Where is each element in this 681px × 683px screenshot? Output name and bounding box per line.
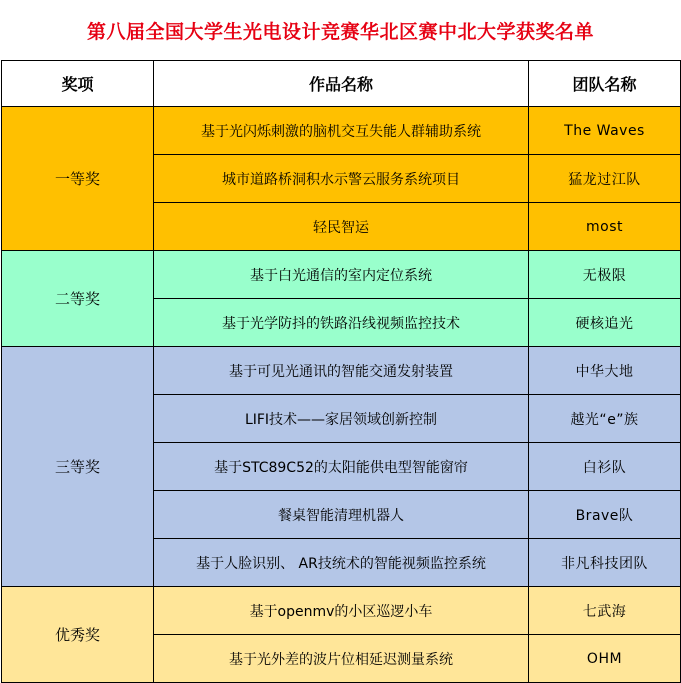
- team-name-cell: The Waves: [529, 107, 681, 155]
- team-name-cell: OHM: [529, 635, 681, 683]
- header-team: 团队名称: [529, 61, 681, 107]
- team-name-cell: 非凡科技团队: [529, 539, 681, 587]
- project-name-cell: 基于人脸识别、 AR技统术的智能视频监控系统: [154, 539, 529, 587]
- team-name-cell: Brave队: [529, 491, 681, 539]
- project-name-cell: 城市道路桥洞积水示警云服务系统项目: [154, 155, 529, 203]
- project-name-cell: 基于openmv的小区巡逻小车: [154, 587, 529, 635]
- team-name-cell: 七武海: [529, 587, 681, 635]
- table-row: [2, 251, 681, 299]
- project-name-cell: 餐桌智能清理机器人: [154, 491, 529, 539]
- team-name-cell: most: [529, 203, 681, 251]
- project-name-cell: 基于STC89C52的太阳能供电型智能窗帘: [154, 443, 529, 491]
- table-row: [2, 347, 681, 395]
- team-name-cell: 越光“e”族: [529, 395, 681, 443]
- header-award: 奖项: [2, 61, 154, 107]
- project-name-cell: 基于光外差的波片位相延迟测量系统: [154, 635, 529, 683]
- project-name-cell: 基于光闪烁刺激的脑机交互失能人群辅助系统: [154, 107, 529, 155]
- header-row: [2, 61, 681, 107]
- team-name-cell: 猛龙过江队: [529, 155, 681, 203]
- project-name-cell: 基于光学防抖的铁路沿线视频监控技术: [154, 299, 529, 347]
- award-cell: 二等奖: [2, 251, 154, 347]
- team-name-cell: 中华大地: [529, 347, 681, 395]
- award-table: [1, 60, 681, 683]
- project-name-cell: 轻民智运: [154, 203, 529, 251]
- award-cell: 优秀奖: [2, 587, 154, 683]
- table-row: [2, 107, 681, 155]
- team-name-cell: 无极限: [529, 251, 681, 299]
- header-project: 作品名称: [154, 61, 529, 107]
- award-cell: 三等奖: [2, 347, 154, 587]
- project-name-cell: 基于可见光通讯的智能交通发射装置: [154, 347, 529, 395]
- table-body: [2, 107, 681, 683]
- team-name-cell: 硬核追光: [529, 299, 681, 347]
- project-name-cell: LIFI技术——家居领域创新控制: [154, 395, 529, 443]
- award-cell: 一等奖: [2, 107, 154, 251]
- team-name-cell: 白衫队: [529, 443, 681, 491]
- page-title: 第八届全国大学生光电设计竞赛华北区赛中北大学获奖名单: [86, 20, 594, 43]
- project-name-cell: 基于白光通信的室内定位系统: [154, 251, 529, 299]
- table-row: [2, 587, 681, 635]
